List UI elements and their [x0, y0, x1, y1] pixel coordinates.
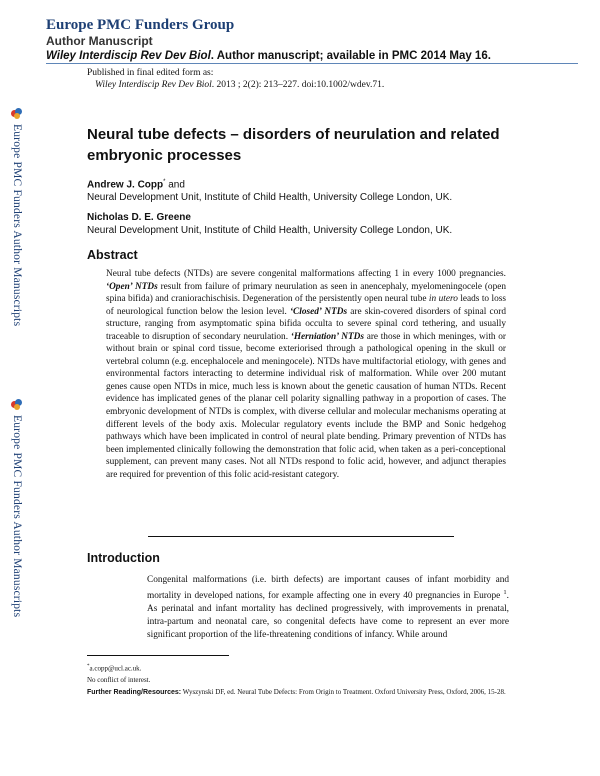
- sidebar-text: Europe PMC Funders Author Manuscripts: [11, 415, 23, 618]
- header-divider: [46, 63, 578, 64]
- sidebar-watermark-top: [3, 104, 33, 404]
- footnote-email: [87, 662, 517, 673]
- abstract-text: result from failure of primary neurulation as seen in anencephaly, myelomeningocele (open spina bifida) and craniorachischisis. Degeneration of the persistently open neural tube: [106, 281, 506, 305]
- closed-ntds-term: ‘Closed’ NTDs: [289, 306, 348, 317]
- europe-pmc-logo-icon: [11, 399, 23, 411]
- abstract-body: [106, 268, 506, 481]
- abstract-text: are those in which meninges, with or without brain or spinal cord tissue, become exteriorised through a pathological opening in the skull or vertebral column (e.g. encephalocele and meningocele). NTDs have multifactorial etiology, with genes and environmental factors interacting to determine individual risk of malformation. While over 200 mutant genes cause open NTDs in mice, much less is known about the genetic causation of human NTDs. Recent evidence has implicated genes of the planar cell polarity signalling pathway in a proportion of cases. The embryonic development of NTDs is complex, with diverse cellular and molecular mechanisms operating at different levels of the body axis. Molecular regulatory events include the BMP and Sonic hedgehog pathways which have been implicated in control of neural plate bending. Primary prevention of NTDs has been implemented clinically following the demonstration that folic acid, when taken as a peri-conceptional supplement, can prevent many cases. Not all NTDs respond to folic acid, however, and adjunct therapies are required for prevention of this folic acid-resistant category.: [106, 331, 506, 480]
- author-block-1: [87, 176, 452, 204]
- article-title: Neural tube defects – disorders of neurulation and related embryonic processes: [87, 126, 500, 164]
- published-citation: [87, 79, 384, 91]
- introduction-body: [147, 574, 509, 642]
- section-divider: [148, 536, 454, 537]
- funders-group-title: Europe PMC Funders Group: [46, 17, 235, 33]
- author-name: Andrew J. Copp: [87, 179, 164, 191]
- footnote-mark: *: [87, 664, 90, 669]
- journal-header: [46, 16, 566, 64]
- abstract-heading: Abstract: [87, 248, 138, 262]
- footnote-further-reading: [87, 687, 517, 698]
- open-ntds-term: ‘Open’ NTDs: [106, 281, 158, 292]
- abstract-text: are skin-covered disorders of spinal cord structure, ranging from asymptomatic spina bifida occulta to severe spinal cord tethering, and usually traceable to disruption of secondary neurulation.: [106, 306, 506, 342]
- author-manuscript-label: Author Manuscript: [46, 34, 153, 48]
- author-conjunction: and: [165, 179, 185, 191]
- sidebar-text: Europe PMC Funders Author Manuscripts: [11, 124, 23, 327]
- further-reading-text: Wyszynski DF, ed. Neural Tube Defects: From Origin to Treatment. Oxford University Press, Oxford, 2006, 15-28.: [181, 688, 506, 696]
- published-details: . 2013 ; 2(2): 213–227. doi:10.1002/wdev.71.: [211, 80, 385, 90]
- sidebar-watermark-bottom: [3, 395, 33, 695]
- reference-link[interactable]: 1: [503, 588, 507, 596]
- published-form: [87, 67, 384, 91]
- author-name: Nicholas D. E. Greene: [87, 212, 191, 223]
- in-utero-term: in utero: [428, 294, 458, 305]
- footnote-divider: [87, 655, 229, 656]
- author-affiliation: Neural Development Unit, Institute of Child Health, University College London, UK.: [87, 225, 453, 236]
- introduction-heading: Introduction: [87, 551, 160, 565]
- intro-text: . As perinatal and infant mortality has declined progressively, with improvements in prenatal, intra-partum and neonatal care, so congenital defects have come to represent an ever more significant proportion of the life-threatening conditions of infancy. While around: [147, 591, 509, 640]
- further-reading-label: Further Reading/Resources:: [87, 689, 182, 696]
- author-email-link[interactable]: a.copp@ucl.ac.uk.: [89, 664, 142, 673]
- intro-text: Congenital malformations (i.e. birth defects) are important causes of infant morbidity and mortality in developed nations, for example affecting one in every 40 pregnancies in Europe: [147, 575, 509, 601]
- author-affiliation: Neural Development Unit, Institute of Child Health, University College London, UK.: [87, 192, 453, 204]
- availability-text: . Author manuscript; available in PMC 2014 May 16.: [210, 50, 491, 62]
- published-journal: Wiley Interdiscip Rev Dev Biol: [95, 80, 212, 90]
- abstract-text: leads to loss of neurological function below the lesion level.: [106, 294, 506, 317]
- europe-pmc-logo-icon: [11, 108, 23, 120]
- journal-name: Wiley Interdiscip Rev Dev Biol: [46, 50, 211, 62]
- herniation-ntds-term: ‘Herniation’ NTDs: [290, 331, 364, 342]
- footnote-conflict: No conflict of interest.: [87, 676, 151, 684]
- corresponding-mark: *: [163, 179, 166, 185]
- published-label: Published in final edited form as:: [87, 68, 214, 78]
- abstract-text: Neural tube defects (NTDs) are severe congenital malformations affecting 1 in every 1000 pregnancies.: [106, 269, 506, 279]
- journal-availability-line: [46, 49, 566, 64]
- author-block-2: [87, 211, 452, 237]
